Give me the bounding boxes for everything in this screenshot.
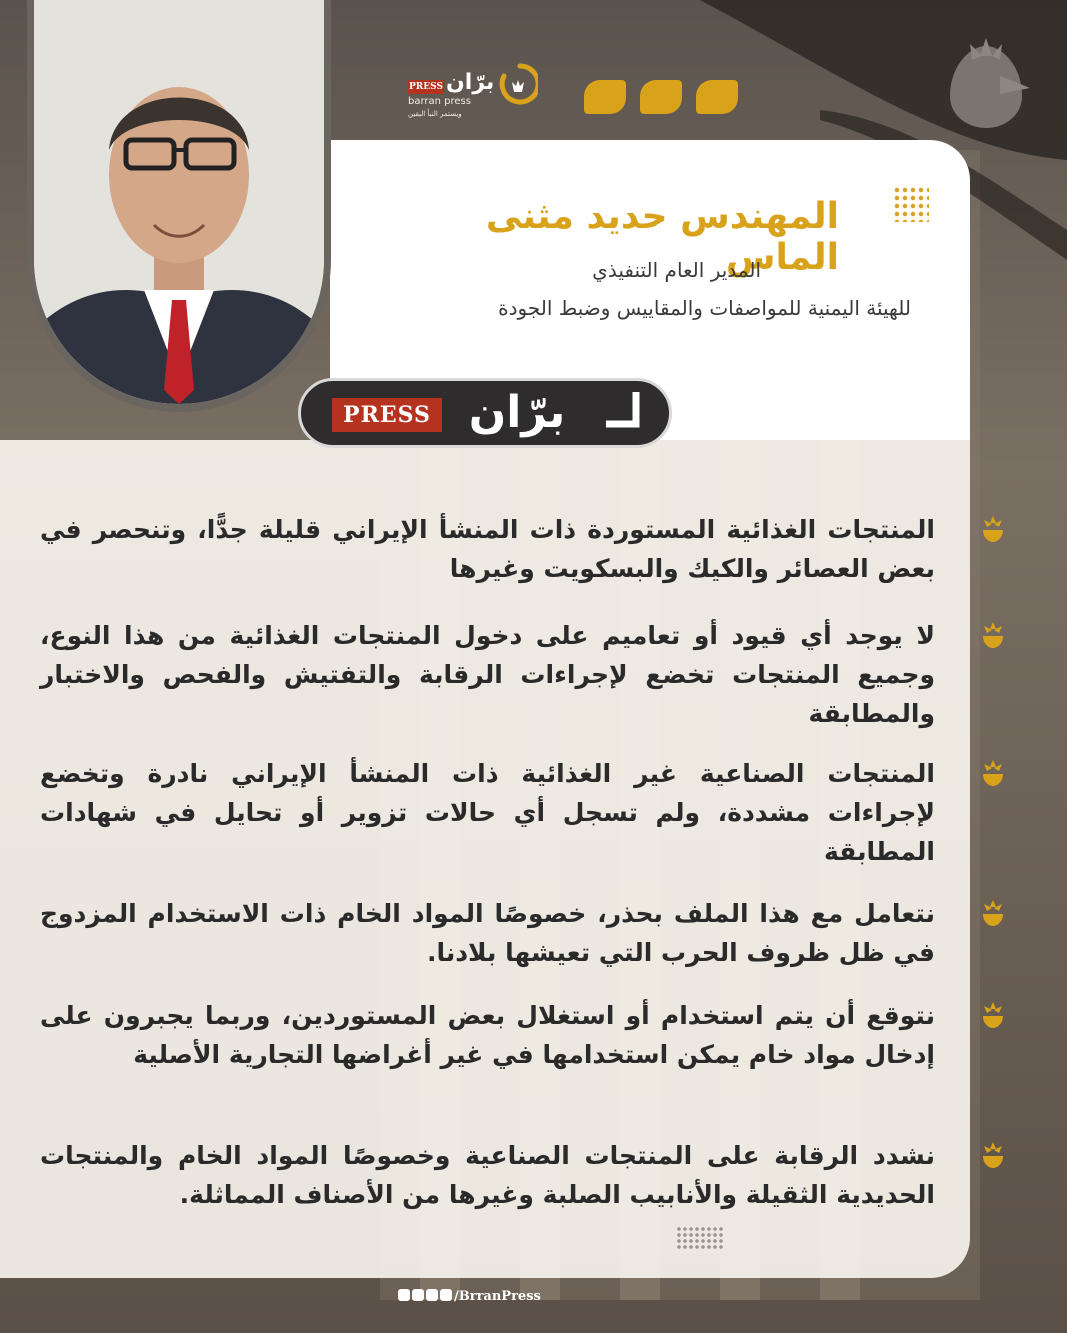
statement-text: المنتجات الصناعية غير الغذائية ذات المنشأ الإيراني نادرة وتخضع لإجراءات مشددة، ولم تسجل أي حالات تزوير أو تحايل في شهادات المطابقة [40, 759, 935, 866]
rooster-bullet-icon [978, 1140, 1008, 1170]
logo-brand-arabic: برّان [446, 70, 495, 95]
youtube-icon [398, 1289, 410, 1301]
rooster-watermark-icon [940, 36, 1032, 136]
rooster-bullet-icon [978, 758, 1008, 788]
statement-item [40, 754, 980, 871]
decorative-dots-bottom [676, 1226, 724, 1250]
person-name: المهندس حديد مثنى الماس [485, 196, 839, 278]
statement-item [40, 1136, 980, 1214]
banner-brand-arabic: برّان [468, 387, 566, 438]
rooster-bullet-icon [978, 514, 1008, 544]
statement-text: المنتجات الغذائية المستوردة ذات المنشأ الإيراني قليلة جدًّا، وتنحصر في بعض العصائر والكيك والبسكويت وغيرها [40, 515, 935, 583]
statement-text: نتوقع أن يتم استخدام أو استغلال بعض المستوردين، وربما يجبرون على إدخال مواد خام يمكن استخدامها في غير أغراضها التجارية الأصلية [40, 1001, 935, 1069]
facebook-icon [440, 1289, 452, 1301]
social-footer [398, 1289, 558, 1309]
decorative-pill [640, 80, 682, 114]
social-handle[interactable]: /BrranPress [454, 1289, 541, 1304]
decorative-pills [584, 80, 740, 116]
statement-text: نشدد الرقابة على المنتجات الصناعية وخصوصًا المواد الخام والمنتجات الحديدية الثقيلة والأنابيب الصلبة وغيرها من الأصناف المماثلة. [40, 1141, 935, 1209]
logo-tagline: ويستمر النبأ اليقين [408, 110, 462, 118]
rooster-ring-logo-icon [498, 62, 538, 110]
decorative-pill [584, 80, 626, 114]
statements-list [40, 510, 980, 1250]
instagram-icon [412, 1289, 424, 1301]
rooster-bullet-icon [978, 898, 1008, 928]
person-role: المدير العام التنفيذي [592, 258, 761, 282]
x-icon [426, 1289, 438, 1301]
portrait-photo [34, 0, 324, 404]
statement-item [40, 510, 980, 588]
rooster-bullet-icon [978, 1000, 1008, 1030]
statement-item [40, 996, 980, 1074]
rooster-bullet-icon [978, 620, 1008, 650]
statement-text: نتعامل مع هذا الملف بحذر، خصوصًا المواد الخام ذات الاستخدام المزدوج في ظل ظروف الحرب التي تعيشها بلادنا. [40, 899, 935, 967]
portrait-frame [27, 0, 331, 412]
decorative-pill [696, 80, 738, 114]
person-organization: للهيئة اليمنية للمواصفات والمقاييس وضبط الجودة [498, 296, 911, 320]
statement-text: لا يوجد أي قيود أو تعاميم على دخول المنتجات الغذائية من هذا النوع، وجميع المنتجات تخضع لإجراءات الرقابة والتفتيش والفحص والاختبار والمطابقة [40, 621, 935, 728]
banner-press-label: PRESS [332, 398, 442, 432]
logo-press-label: PRESS [409, 82, 443, 92]
statement-item [40, 894, 980, 972]
statement-item [40, 616, 980, 733]
decorative-dots [893, 186, 929, 222]
logo-brand-english: barran press [408, 96, 471, 107]
corner-bracket-icon [604, 390, 644, 430]
